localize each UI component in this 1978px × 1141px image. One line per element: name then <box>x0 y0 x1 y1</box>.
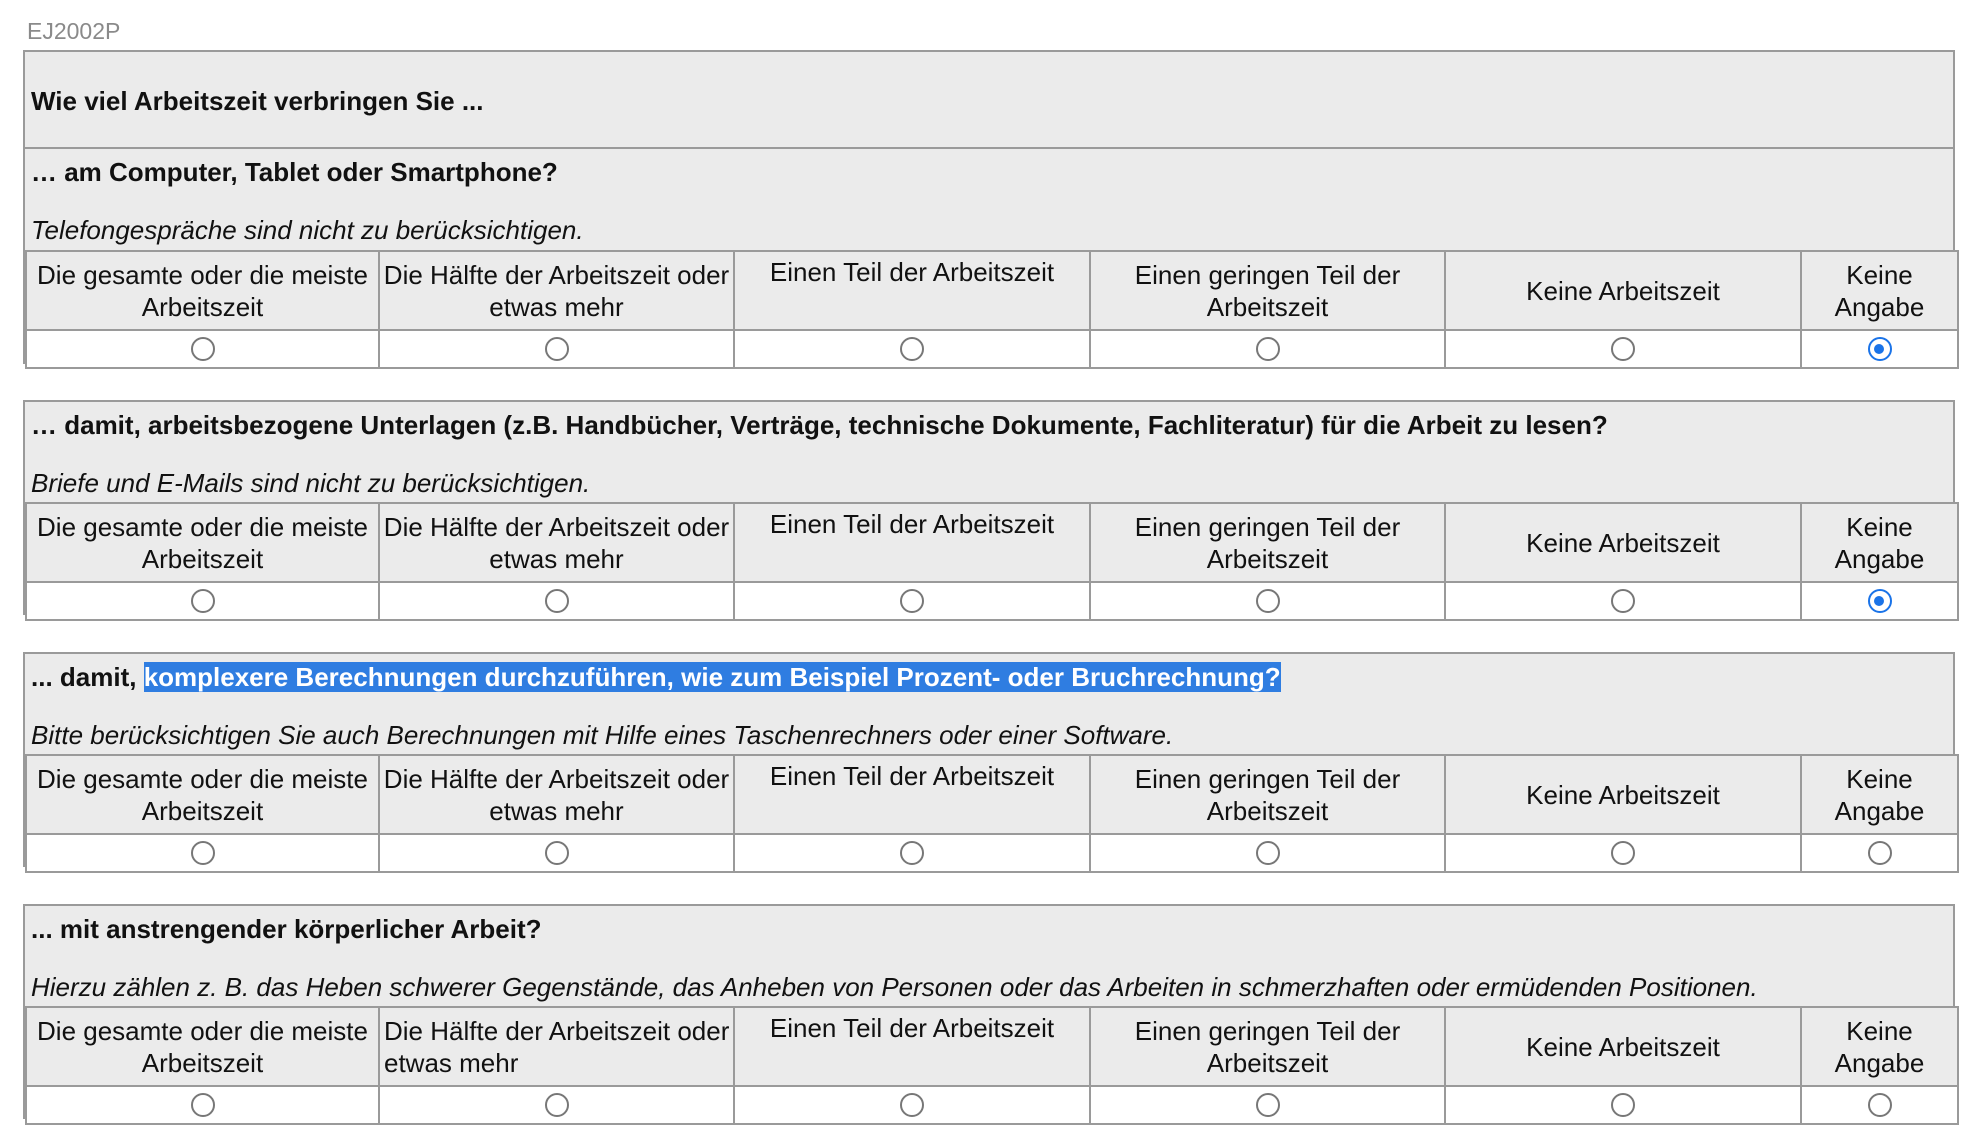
radio-option-4[interactable] <box>1256 589 1280 613</box>
radio-option-2[interactable] <box>545 841 569 865</box>
option-label-2: Die Hälfte der Arbeitszeit oder etwas mehr <box>379 755 734 834</box>
radio-option-6[interactable] <box>1868 841 1892 865</box>
radio-option-1[interactable] <box>191 841 215 865</box>
question-title-text: … damit, arbeitsbezogene Unterlagen (z.B. Handbücher, Verträge, technische Dokumente, Fachliteratur) für die Arbeit zu lesen? <box>31 410 1608 440</box>
radio-option-3[interactable] <box>900 841 924 865</box>
radio-option-6[interactable] <box>1868 589 1892 613</box>
question-title-text: … am Computer, Tablet oder Smartphone? <box>31 157 558 187</box>
radio-option-3[interactable] <box>900 1093 924 1117</box>
question-title-text: ... mit anstrengender körperlicher Arbeit? <box>31 914 542 944</box>
question-title <box>31 914 542 945</box>
option-label-2: Die Hälfte der Arbeitszeit oder etwas mehr <box>379 503 734 582</box>
option-label-3: Einen Teil der Arbeitszeit <box>734 251 1090 330</box>
radio-option-3[interactable] <box>900 589 924 613</box>
option-label-4: Einen geringen Teil der Arbeitszeit <box>1090 755 1445 834</box>
radio-option-5[interactable] <box>1611 589 1635 613</box>
radio-option-4[interactable] <box>1256 1093 1280 1117</box>
intro-block <box>23 50 1955 148</box>
radio-option-6[interactable] <box>1868 1093 1892 1117</box>
question-hint: Briefe und E-Mails sind nicht zu berücksichtigen. <box>31 468 591 498</box>
radio-option-4[interactable] <box>1256 337 1280 361</box>
radio-option-1[interactable] <box>191 337 215 361</box>
option-label-4: Einen geringen Teil der Arbeitszeit <box>1090 1007 1445 1086</box>
option-label-3: Einen Teil der Arbeitszeit <box>734 503 1090 582</box>
survey-id: EJ2002P <box>27 18 121 44</box>
answer-scale <box>25 1006 1959 1125</box>
option-label-2: Die Hälfte der Arbeitszeit oder etwas mehr <box>379 1007 734 1086</box>
question-block-1 <box>23 147 1955 364</box>
option-label-5: Keine Arbeitszeit <box>1445 755 1801 834</box>
radio-option-5[interactable] <box>1611 841 1635 865</box>
radio-option-5[interactable] <box>1611 1093 1635 1117</box>
question-title-text: ... damit, <box>31 662 144 692</box>
radio-option-3[interactable] <box>900 337 924 361</box>
option-label-6: Keine Angabe <box>1801 503 1958 582</box>
radio-option-1[interactable] <box>191 1093 215 1117</box>
option-label-4: Einen geringen Teil der Arbeitszeit <box>1090 251 1445 330</box>
option-label-6: Keine Angabe <box>1801 251 1958 330</box>
option-label-5: Keine Arbeitszeit <box>1445 251 1801 330</box>
question-hint: Bitte berücksichtigen Sie auch Berechnungen mit Hilfe eines Taschenrechners oder einer Software. <box>31 720 1174 750</box>
option-label-1: Die gesamte oder die meiste Arbeitszeit <box>26 1007 379 1086</box>
question-block-4 <box>23 904 1955 1119</box>
radio-option-2[interactable] <box>545 1093 569 1117</box>
radio-option-5[interactable] <box>1611 337 1635 361</box>
option-label-5: Keine Arbeitszeit <box>1445 503 1801 582</box>
question-title <box>31 410 1608 441</box>
option-label-5: Keine Arbeitszeit <box>1445 1007 1801 1086</box>
question-block-2 <box>23 400 1955 615</box>
selected-text-highlight[interactable]: komplexere Berechnungen durchzuführen, wie zum Beispiel Prozent- oder Bruchrechnung? <box>143 662 1281 692</box>
option-label-1: Die gesamte oder die meiste Arbeitszeit <box>26 503 379 582</box>
option-label-3: Einen Teil der Arbeitszeit <box>734 1007 1090 1086</box>
radio-option-2[interactable] <box>545 337 569 361</box>
question-title <box>31 662 1281 693</box>
radio-option-6[interactable] <box>1868 337 1892 361</box>
answer-scale <box>25 250 1959 369</box>
option-label-1: Die gesamte oder die meiste Arbeitszeit <box>26 251 379 330</box>
option-label-6: Keine Angabe <box>1801 755 1958 834</box>
question-block-3 <box>23 652 1955 867</box>
question-hint: Telefongespräche sind nicht zu berücksichtigen. <box>31 215 584 245</box>
option-label-2: Die Hälfte der Arbeitszeit oder etwas mehr <box>379 251 734 330</box>
question-hint: Hierzu zählen z. B. das Heben schwerer Gegenstände, das Anheben von Personen oder das Arbeiten in schmerzhaften oder ermüdenden Positionen. <box>31 972 1758 1002</box>
intro-question: Wie viel Arbeitszeit verbringen Sie ... <box>31 86 484 116</box>
answer-scale <box>25 502 1959 621</box>
answer-scale <box>25 754 1959 873</box>
option-label-3: Einen Teil der Arbeitszeit <box>734 755 1090 834</box>
option-label-1: Die gesamte oder die meiste Arbeitszeit <box>26 755 379 834</box>
option-label-4: Einen geringen Teil der Arbeitszeit <box>1090 503 1445 582</box>
option-label-6: Keine Angabe <box>1801 1007 1958 1086</box>
radio-option-4[interactable] <box>1256 841 1280 865</box>
radio-option-1[interactable] <box>191 589 215 613</box>
question-title <box>31 157 558 188</box>
radio-option-2[interactable] <box>545 589 569 613</box>
